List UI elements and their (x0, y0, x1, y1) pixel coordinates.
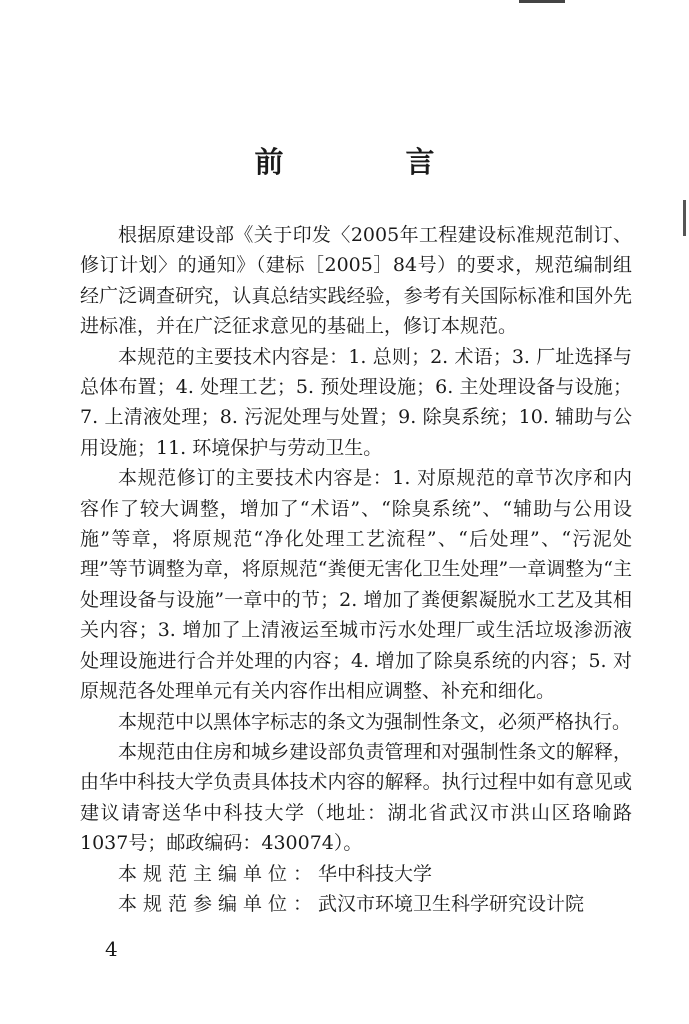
participating-label: 本规范参编单位： (118, 892, 319, 915)
chief-editor-unit (80, 859, 632, 889)
paragraph-management: 本规范由住房和城乡建设部负责管理和对强制性条文的解释，由华中科技大学负责具体技术内容的解释。执行过程中如有意见或建议请寄送华中科技大学（地址：湖北省武汉市洪山区珞喻路1037号；邮政编码：430074）。 (80, 740, 632, 855)
chief-editor-label: 本规范主编单位： (118, 862, 319, 885)
participating-unit (80, 889, 632, 919)
right-edge-mark (683, 200, 686, 236)
paragraph-revisions: 本规范修订的主要技术内容是：1. 对原规范的章节次序和内容作了较大调整，增加了“术语”、“除臭系统”、“辅助与公用设施”等章，将原规范“净化处理工艺流程”、“后处理”、“污泥处理”等节调整为章，将原规范“粪便无害化卫生处理”一章调整为“主处理设备与设施”一章中的节；2. 增加了粪便絮凝脱水工艺及其相关内容；3. 增加了上清液运至城市污水处理厂或生活垃圾渗沥液处理设施进行合并处理的内容；4. 增加了除臭系统的内容；5. 对原规范各处理单元有关内容作出相应调整、补充和细化。 (80, 467, 632, 703)
page-title: 前 言 (254, 145, 491, 179)
top-edge-mark (519, 0, 565, 3)
paragraph-mandatory-clauses: 本规范中以黑体字标志的条文为强制性条文，必须严格执行。 (118, 710, 632, 733)
preface-body (80, 220, 632, 919)
participating-value: 武汉市环境卫生科学研究设计院 (318, 892, 585, 915)
chief-editor-value: 华中科技大学 (318, 862, 433, 885)
page-number: 4 (105, 937, 118, 961)
paragraph-basis: 根据原建设部《关于印发〈2005年工程建设标准规范制订、修订计划〉的通知》（建标［2005］84号）的要求，规范编制组经广泛调查研究，认真总结实践经验，参考有关国际标准和国外先进标准，并在广泛征求意见的基础上，修订本规范。 (80, 224, 632, 338)
paragraph-main-contents: 本规范的主要技术内容是：1. 总则；2. 术语；3. 厂址选择与总体布置；4. 处理工艺；5. 预处理设施；6. 主处理设备与设施；7. 上清液处理；8. 污泥处理与处置；9. 除臭系统；10. 辅助与公用设施；11. 环境保护与劳动卫生。 (80, 345, 632, 459)
